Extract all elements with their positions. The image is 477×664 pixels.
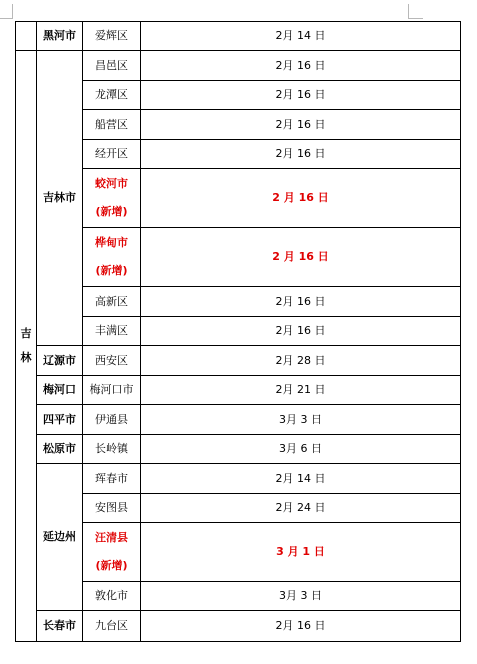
- page-corner-mark-left: [0, 4, 13, 19]
- district-cell: 伊通县: [83, 405, 141, 435]
- district-cell: 九台区: [83, 611, 141, 642]
- province-char: 林: [20, 351, 32, 364]
- district-cell: 敦化市: [83, 582, 141, 611]
- date-cell: 2月 21 日: [141, 376, 461, 405]
- district-cell: 昌邑区: [83, 51, 141, 81]
- date-cell: 3月 3 日: [141, 582, 461, 611]
- city-cell: 黑河市: [37, 22, 83, 51]
- province-cell-blank: [16, 22, 37, 51]
- district-name: 蛟河市: [95, 177, 128, 190]
- table-row: [16, 22, 461, 51]
- district-name: 汪清县: [95, 531, 128, 544]
- district-cell: 丰满区: [83, 317, 141, 346]
- table-row: [16, 582, 461, 611]
- table-row: [16, 346, 461, 376]
- date-cell: 2月 14 日: [141, 22, 461, 51]
- date-cell-new: 2 月 16 日: [141, 228, 461, 287]
- new-tag: (新增): [95, 559, 128, 572]
- date-cell: 2月 16 日: [141, 110, 461, 140]
- table-row: [16, 287, 461, 317]
- province-char: 吉: [20, 327, 32, 340]
- province-cell: [16, 51, 37, 642]
- date-cell: 2月 16 日: [141, 287, 461, 317]
- date-cell: 2月 16 日: [141, 140, 461, 169]
- city-cell: 松原市: [37, 435, 83, 464]
- table-row-new: [16, 523, 461, 582]
- district-cell: 龙潭区: [83, 81, 141, 110]
- district-cell: 安图县: [83, 494, 141, 523]
- date-cell: 2月 14 日: [141, 464, 461, 494]
- table-row: [16, 464, 461, 494]
- table-row: [16, 435, 461, 464]
- date-cell: 2月 16 日: [141, 317, 461, 346]
- table-row: [16, 494, 461, 523]
- date-cell: 3月 3 日: [141, 405, 461, 435]
- date-cell: 3月 6 日: [141, 435, 461, 464]
- district-cell: 珲春市: [83, 464, 141, 494]
- district-cell: 高新区: [83, 287, 141, 317]
- page-corner-mark-right: [408, 4, 423, 19]
- city-cell: 四平市: [37, 405, 83, 435]
- table-row: [16, 110, 461, 140]
- date-cell: 2月 16 日: [141, 81, 461, 110]
- city-cell: 长春市: [37, 611, 83, 642]
- table-row: [16, 140, 461, 169]
- new-tag: (新增): [95, 264, 128, 277]
- date-cell: 2月 16 日: [141, 51, 461, 81]
- table-row-new: [16, 228, 461, 287]
- date-cell: 2月 24 日: [141, 494, 461, 523]
- table-row: [16, 51, 461, 81]
- date-cell: 2月 28 日: [141, 346, 461, 376]
- district-cell: 船营区: [83, 110, 141, 140]
- lockdown-dates-table: [15, 21, 461, 642]
- district-cell: 长岭镇: [83, 435, 141, 464]
- district-cell-new: [83, 169, 141, 228]
- district-cell-new: [83, 523, 141, 582]
- city-cell: 延边州: [37, 464, 83, 611]
- city-cell: 梅河口: [37, 376, 83, 405]
- city-cell: 辽源市: [37, 346, 83, 376]
- date-cell-new: 2 月 16 日: [141, 169, 461, 228]
- district-cell: 梅河口市: [83, 376, 141, 405]
- district-name: 桦甸市: [95, 236, 128, 249]
- date-cell-new: 3 月 1 日: [141, 523, 461, 582]
- city-cell: 吉林市: [37, 51, 83, 346]
- date-cell: 2月 16 日: [141, 611, 461, 642]
- district-cell: 爱辉区: [83, 22, 141, 51]
- district-cell: 西安区: [83, 346, 141, 376]
- table-row: [16, 81, 461, 110]
- table-row: [16, 317, 461, 346]
- table-row: [16, 611, 461, 642]
- table-row: [16, 376, 461, 405]
- table-row-new: [16, 169, 461, 228]
- new-tag: (新增): [95, 205, 128, 218]
- district-cell-new: [83, 228, 141, 287]
- district-cell: 经开区: [83, 140, 141, 169]
- table-row: [16, 405, 461, 435]
